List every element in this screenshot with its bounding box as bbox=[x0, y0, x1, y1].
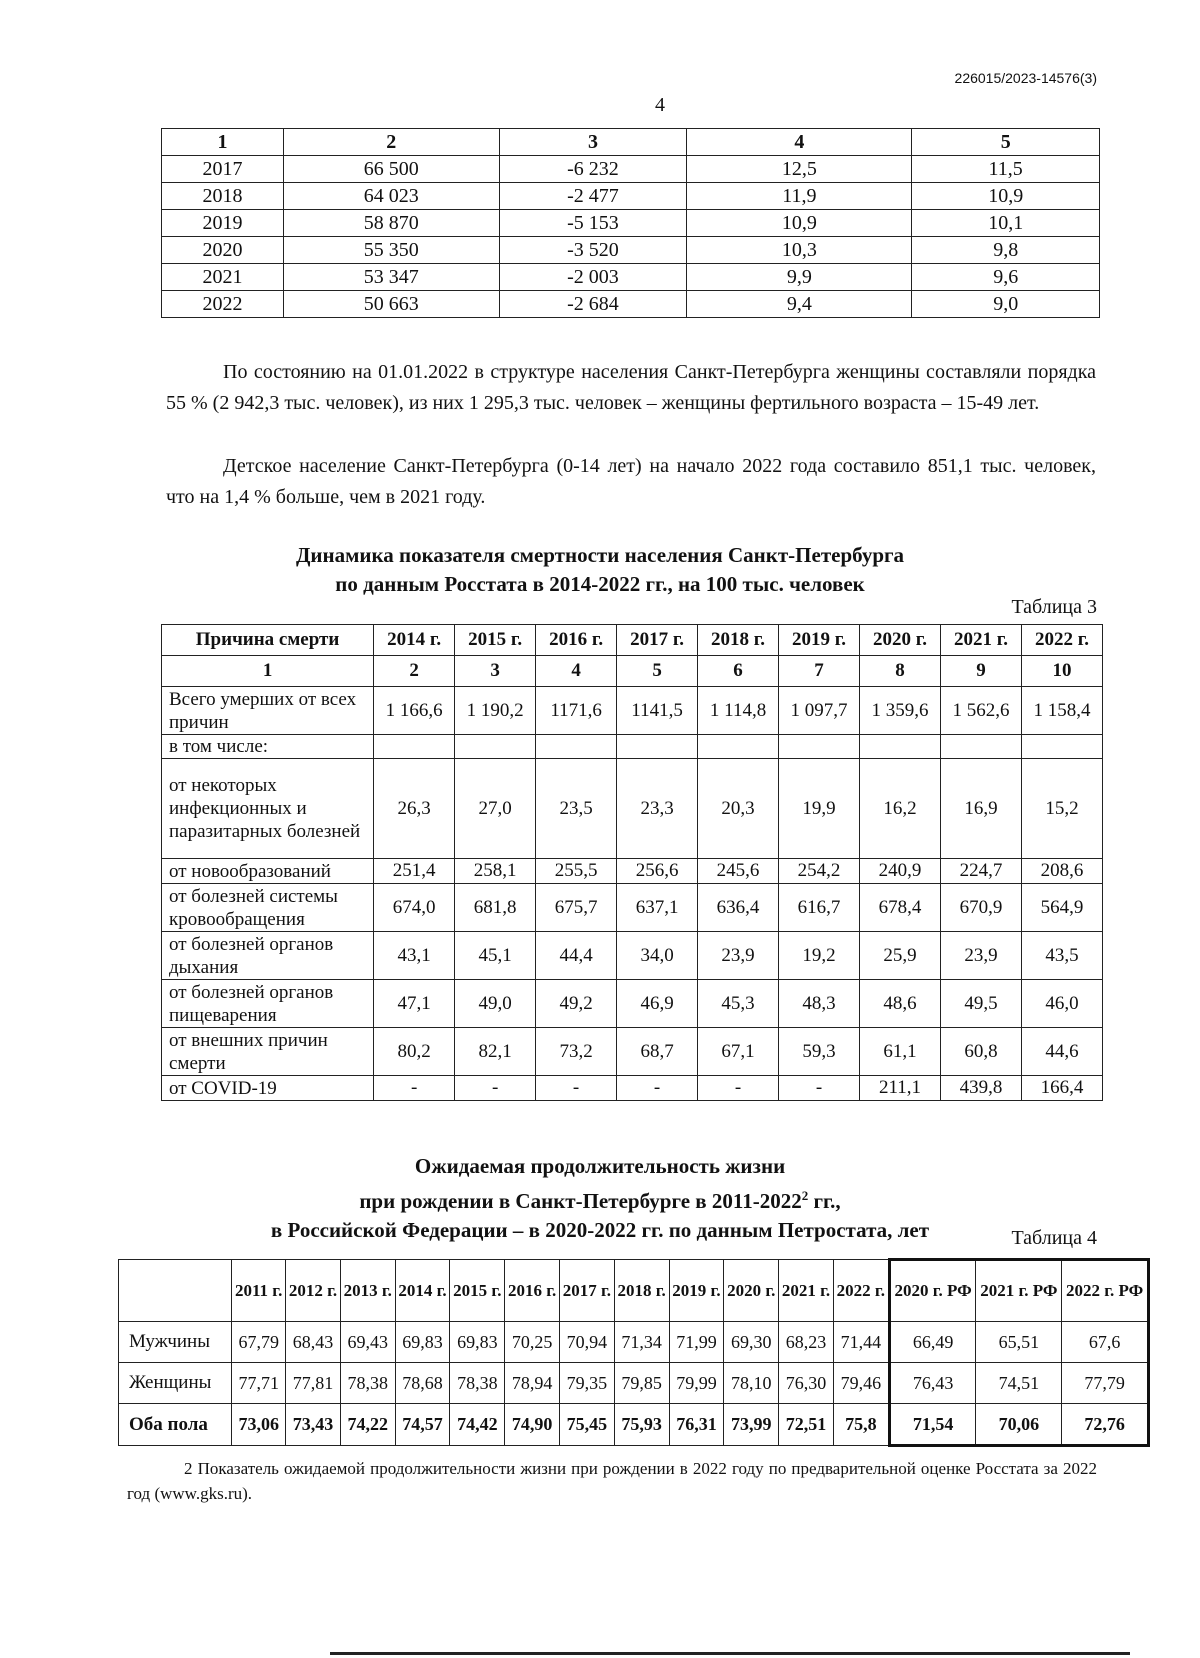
document-id: 226015/2023-14576(3) bbox=[954, 70, 1097, 86]
column-number: 6 bbox=[698, 656, 779, 687]
value-cell: 616,7 bbox=[779, 884, 860, 932]
value-cell: 211,1 bbox=[860, 1076, 941, 1101]
value-cell: 34,0 bbox=[617, 932, 698, 980]
table-cell: -5 153 bbox=[499, 210, 687, 237]
value-cell: 670,9 bbox=[941, 884, 1022, 932]
table-row bbox=[162, 291, 1100, 318]
value-cell: 16,2 bbox=[860, 759, 941, 859]
value-cell: 256,6 bbox=[617, 859, 698, 884]
value-cell bbox=[536, 735, 617, 759]
table-cell: 9,9 bbox=[687, 264, 912, 291]
table-cell: 10,3 bbox=[687, 237, 912, 264]
cause-cell: от некоторых инфекционных и паразитарных болезней bbox=[162, 759, 374, 859]
value-cell: 77,81 bbox=[286, 1363, 341, 1404]
value-cell: 255,5 bbox=[536, 859, 617, 884]
value-cell: 1 166,6 bbox=[374, 687, 455, 735]
value-cell bbox=[779, 735, 860, 759]
year-column-header: 2019 г. bbox=[779, 625, 860, 656]
value-cell: 73,2 bbox=[536, 1028, 617, 1076]
cause-cell: Всего умерших от всех причин bbox=[162, 687, 374, 735]
table-row bbox=[162, 1076, 1103, 1101]
value-cell: 71,34 bbox=[614, 1322, 669, 1363]
rf-year-column-header: 2022 г. РФ bbox=[1062, 1260, 1149, 1322]
year-column-header: 2020 г. bbox=[724, 1260, 779, 1322]
table-cell: -2 477 bbox=[499, 183, 687, 210]
value-cell: 23,5 bbox=[536, 759, 617, 859]
value-cell: 43,1 bbox=[374, 932, 455, 980]
value-cell: 46,0 bbox=[1022, 980, 1103, 1028]
value-cell: 75,45 bbox=[559, 1404, 614, 1446]
value-cell: 47,1 bbox=[374, 980, 455, 1028]
value-cell: 76,31 bbox=[669, 1404, 724, 1446]
table3-title-line: Динамика показателя смертности населения Санкт-Петербурга bbox=[295, 543, 905, 567]
year-column-header: 2016 г. bbox=[536, 625, 617, 656]
column-number: 2 bbox=[374, 656, 455, 687]
value-cell: 20,3 bbox=[698, 759, 779, 859]
value-cell bbox=[860, 735, 941, 759]
footnote: 2 Показатель ожидаемой продолжительности жизни при рождении в 2022 году по предварительной оценке Росстата за 2022 год (www.gks.ru). bbox=[127, 1459, 1097, 1503]
year-column-header: 2011 г. bbox=[232, 1260, 286, 1322]
value-cell: 45,3 bbox=[698, 980, 779, 1028]
value-cell: 678,4 bbox=[860, 884, 941, 932]
value-cell: 68,7 bbox=[617, 1028, 698, 1076]
mortality-table bbox=[161, 624, 1103, 1101]
value-cell: 79,85 bbox=[614, 1363, 669, 1404]
year-column-header: 2018 г. bbox=[698, 625, 779, 656]
life-expectancy-table bbox=[118, 1258, 1150, 1447]
value-cell: 67,6 bbox=[1062, 1322, 1149, 1363]
year-column-header: 2016 г. bbox=[505, 1260, 560, 1322]
value-cell bbox=[941, 735, 1022, 759]
value-cell: 240,9 bbox=[860, 859, 941, 884]
year-column-header: 2022 г. bbox=[1022, 625, 1103, 656]
year-column-header: 2013 г. bbox=[340, 1260, 395, 1322]
table-row bbox=[162, 210, 1100, 237]
value-cell: 74,90 bbox=[505, 1404, 560, 1446]
table-cell: 9,8 bbox=[912, 237, 1100, 264]
value-cell: 16,9 bbox=[941, 759, 1022, 859]
value-cell bbox=[455, 735, 536, 759]
cause-cell: от болезней органов дыхания bbox=[162, 932, 374, 980]
value-cell: 72,76 bbox=[1062, 1404, 1149, 1446]
rf-year-column-header: 2020 г. РФ bbox=[889, 1260, 976, 1322]
table-row bbox=[119, 1322, 1149, 1363]
table-row bbox=[162, 156, 1100, 183]
value-cell: 79,35 bbox=[559, 1363, 614, 1404]
value-cell bbox=[698, 735, 779, 759]
table-cell: 50 663 bbox=[283, 291, 499, 318]
table-cell: 55 350 bbox=[283, 237, 499, 264]
table-cell: 2020 bbox=[162, 237, 284, 264]
value-cell: 79,99 bbox=[669, 1363, 724, 1404]
value-cell: 61,1 bbox=[860, 1028, 941, 1076]
value-cell: 78,38 bbox=[340, 1363, 395, 1404]
value-cell: 80,2 bbox=[374, 1028, 455, 1076]
table-cell: 12,5 bbox=[687, 156, 912, 183]
row-label: Мужчины bbox=[119, 1322, 232, 1363]
value-cell: 45,1 bbox=[455, 932, 536, 980]
value-cell: - bbox=[617, 1076, 698, 1101]
year-column-header: 2015 г. bbox=[455, 625, 536, 656]
value-cell: 67,79 bbox=[232, 1322, 286, 1363]
footnote-marker: 2 bbox=[801, 1188, 809, 1203]
column-number: 7 bbox=[779, 656, 860, 687]
value-cell: 78,94 bbox=[505, 1363, 560, 1404]
table-cell: -3 520 bbox=[499, 237, 687, 264]
year-column-header: 2012 г. bbox=[286, 1260, 341, 1322]
value-cell: - bbox=[536, 1076, 617, 1101]
value-cell: 68,43 bbox=[286, 1322, 341, 1363]
table4-label: Таблица 4 bbox=[1011, 1227, 1097, 1249]
value-cell: 73,06 bbox=[232, 1404, 286, 1446]
column-number-row bbox=[162, 656, 1103, 687]
value-cell: 78,38 bbox=[450, 1363, 505, 1404]
value-cell: 1141,5 bbox=[617, 687, 698, 735]
value-cell: 1 359,6 bbox=[860, 687, 941, 735]
table-cell: 9,0 bbox=[912, 291, 1100, 318]
table-row bbox=[162, 687, 1103, 735]
value-cell: 674,0 bbox=[374, 884, 455, 932]
value-cell: 258,1 bbox=[455, 859, 536, 884]
value-cell bbox=[617, 735, 698, 759]
page-number: 4 bbox=[655, 94, 665, 116]
value-cell: 564,9 bbox=[1022, 884, 1103, 932]
value-cell: 74,57 bbox=[395, 1404, 450, 1446]
value-cell: 23,9 bbox=[698, 932, 779, 980]
value-cell: 48,3 bbox=[779, 980, 860, 1028]
cause-cell: от болезней органов пищеварения bbox=[162, 980, 374, 1028]
value-cell: 69,83 bbox=[450, 1322, 505, 1363]
row-label: Женщины bbox=[119, 1363, 232, 1404]
value-cell: 76,30 bbox=[779, 1363, 834, 1404]
value-cell: 66,49 bbox=[889, 1322, 976, 1363]
table-row bbox=[162, 932, 1103, 980]
column-number: 4 bbox=[536, 656, 617, 687]
value-cell: 74,42 bbox=[450, 1404, 505, 1446]
value-cell: 65,51 bbox=[976, 1322, 1062, 1363]
value-cell: 166,4 bbox=[1022, 1076, 1103, 1101]
value-cell: 19,2 bbox=[779, 932, 860, 980]
table4-title-line bbox=[0, 1181, 1200, 1216]
value-cell: 254,2 bbox=[779, 859, 860, 884]
table-cell: 11,5 bbox=[912, 156, 1100, 183]
row-label-header bbox=[119, 1260, 232, 1322]
year-column-header: 2017 г. bbox=[617, 625, 698, 656]
table-cell: 2017 bbox=[162, 156, 284, 183]
value-cell: 1171,6 bbox=[536, 687, 617, 735]
table-cell: 2022 bbox=[162, 291, 284, 318]
paragraph-women-structure: По состоянию на 01.01.2022 в структуре населения Санкт-Петербурга женщины составляли порядка 55 % (2 942,3 тыс. человек), из них 1 295,3 тыс. человек – женщины фертильного возраста – 15-49 лет. bbox=[166, 361, 1096, 414]
year-column-header: 2015 г. bbox=[450, 1260, 505, 1322]
page-bottom-rule bbox=[330, 1652, 1130, 1655]
value-cell: - bbox=[698, 1076, 779, 1101]
cause-cell: от внешних причин смерти bbox=[162, 1028, 374, 1076]
value-cell: 72,51 bbox=[779, 1404, 834, 1446]
value-cell: 74,51 bbox=[976, 1363, 1062, 1404]
table-row bbox=[162, 735, 1103, 759]
table-row bbox=[119, 1404, 1149, 1446]
row-label: Оба пола bbox=[119, 1404, 232, 1446]
value-cell: 77,79 bbox=[1062, 1363, 1149, 1404]
year-column-header: 2017 г. bbox=[559, 1260, 614, 1322]
year-column-header: 2021 г. bbox=[941, 625, 1022, 656]
table-cell: 9,6 bbox=[912, 264, 1100, 291]
year-column-header: 2022 г. bbox=[833, 1260, 889, 1322]
value-cell: 74,22 bbox=[340, 1404, 395, 1446]
table-cell: 58 870 bbox=[283, 210, 499, 237]
year-column-header: 2019 г. bbox=[669, 1260, 724, 1322]
table-cell: 2019 bbox=[162, 210, 284, 237]
value-cell: 69,43 bbox=[340, 1322, 395, 1363]
cause-cell: от болезней системы кровообращения bbox=[162, 884, 374, 932]
year-column-header: 2014 г. bbox=[395, 1260, 450, 1322]
value-cell: 76,43 bbox=[889, 1363, 976, 1404]
value-cell: 1 190,2 bbox=[455, 687, 536, 735]
table-row bbox=[162, 859, 1103, 884]
value-cell: 67,1 bbox=[698, 1028, 779, 1076]
value-cell: 69,83 bbox=[395, 1322, 450, 1363]
value-cell: 23,9 bbox=[941, 932, 1022, 980]
value-cell: 69,30 bbox=[724, 1322, 779, 1363]
value-cell: 439,8 bbox=[941, 1076, 1022, 1101]
table-cell: 64 023 bbox=[283, 183, 499, 210]
table-row bbox=[162, 980, 1103, 1028]
column-number: 5 bbox=[912, 129, 1100, 156]
table-row bbox=[119, 1363, 1149, 1404]
cause-cell: от COVID-19 bbox=[162, 1076, 374, 1101]
value-cell: 49,5 bbox=[941, 980, 1022, 1028]
value-cell: - bbox=[374, 1076, 455, 1101]
table-header-row bbox=[162, 129, 1100, 156]
table-row bbox=[162, 264, 1100, 291]
value-cell: 68,23 bbox=[779, 1322, 834, 1363]
rf-year-column-header: 2021 г. РФ bbox=[976, 1260, 1062, 1322]
cause-cell: от новообразований bbox=[162, 859, 374, 884]
value-cell: 636,4 bbox=[698, 884, 779, 932]
value-cell: 78,68 bbox=[395, 1363, 450, 1404]
table-cell: 2021 bbox=[162, 264, 284, 291]
value-cell: 44,6 bbox=[1022, 1028, 1103, 1076]
table-row bbox=[162, 759, 1103, 859]
table-cell: 2018 bbox=[162, 183, 284, 210]
year-column-header: 2014 г. bbox=[374, 625, 455, 656]
value-cell: 1 114,8 bbox=[698, 687, 779, 735]
table-cell: 53 347 bbox=[283, 264, 499, 291]
value-cell: 26,3 bbox=[374, 759, 455, 859]
table-cell: 10,9 bbox=[912, 183, 1100, 210]
value-cell: 77,71 bbox=[232, 1363, 286, 1404]
value-cell: 44,4 bbox=[536, 932, 617, 980]
table3-label: Таблица 3 bbox=[1011, 596, 1097, 618]
value-cell: 25,9 bbox=[860, 932, 941, 980]
value-cell: 1 097,7 bbox=[779, 687, 860, 735]
value-cell: 43,5 bbox=[1022, 932, 1103, 980]
paragraph-child-population: Детское население Санкт-Петербурга (0-14 лет) на начало 2022 года составило 851,1 тыс. человек, что на 1,4 % больше, чем в 2021 году. bbox=[166, 455, 1096, 508]
value-cell: 82,1 bbox=[455, 1028, 536, 1076]
value-cell: 19,9 bbox=[779, 759, 860, 859]
value-cell: 224,7 bbox=[941, 859, 1022, 884]
table-row bbox=[162, 1028, 1103, 1076]
value-cell: 49,0 bbox=[455, 980, 536, 1028]
value-cell: 79,46 bbox=[833, 1363, 889, 1404]
table-header-row bbox=[162, 625, 1103, 656]
value-cell: 75,8 bbox=[833, 1404, 889, 1446]
value-cell: 49,2 bbox=[536, 980, 617, 1028]
value-cell: 675,7 bbox=[536, 884, 617, 932]
cause-column-header: Причина смерти bbox=[162, 625, 374, 656]
value-cell: 681,8 bbox=[455, 884, 536, 932]
column-number: 1 bbox=[162, 129, 284, 156]
value-cell: 48,6 bbox=[860, 980, 941, 1028]
value-cell bbox=[374, 735, 455, 759]
table-row bbox=[162, 183, 1100, 210]
value-cell: - bbox=[455, 1076, 536, 1101]
column-number: 3 bbox=[455, 656, 536, 687]
table-row bbox=[162, 884, 1103, 932]
value-cell: 1 158,4 bbox=[1022, 687, 1103, 735]
value-cell: 23,3 bbox=[617, 759, 698, 859]
table-cell: 10,9 bbox=[687, 210, 912, 237]
value-cell: 27,0 bbox=[455, 759, 536, 859]
table3-title-line: по данным Росстата в 2014-2022 гг., на 100 тыс. человек bbox=[335, 572, 865, 596]
value-cell: 70,94 bbox=[559, 1322, 614, 1363]
title-text: при рождении в Санкт-Петербурге в 2011-2022 bbox=[359, 1189, 802, 1213]
value-cell: 1 562,6 bbox=[941, 687, 1022, 735]
table3-title bbox=[0, 541, 1200, 599]
table-cell: -2 684 bbox=[499, 291, 687, 318]
year-column-header: 2021 г. bbox=[779, 1260, 834, 1322]
column-number: 9 bbox=[941, 656, 1022, 687]
value-cell: 251,4 bbox=[374, 859, 455, 884]
value-cell: 15,2 bbox=[1022, 759, 1103, 859]
value-cell: 73,99 bbox=[724, 1404, 779, 1446]
table-cell: 9,4 bbox=[687, 291, 912, 318]
table-row bbox=[162, 237, 1100, 264]
year-column-header: 2018 г. bbox=[614, 1260, 669, 1322]
table-cell: 10,1 bbox=[912, 210, 1100, 237]
column-number: 3 bbox=[499, 129, 687, 156]
table-cell: 11,9 bbox=[687, 183, 912, 210]
value-cell: 59,3 bbox=[779, 1028, 860, 1076]
value-cell: 70,06 bbox=[976, 1404, 1062, 1446]
column-number: 8 bbox=[860, 656, 941, 687]
table-header-row bbox=[119, 1260, 1149, 1322]
table-cell: -6 232 bbox=[499, 156, 687, 183]
column-number: 4 bbox=[687, 129, 912, 156]
value-cell bbox=[1022, 735, 1103, 759]
value-cell: 75,93 bbox=[614, 1404, 669, 1446]
value-cell: 73,43 bbox=[286, 1404, 341, 1446]
value-cell: 208,6 bbox=[1022, 859, 1103, 884]
cause-cell: в том числе: bbox=[162, 735, 374, 759]
value-cell: 46,9 bbox=[617, 980, 698, 1028]
value-cell: 71,54 bbox=[889, 1404, 976, 1446]
value-cell: 71,99 bbox=[669, 1322, 724, 1363]
table-cell: -2 003 bbox=[499, 264, 687, 291]
table4-title-line: в Российской Федерации – в 2020-2022 гг. по данным Петростата, лет bbox=[270, 1218, 930, 1242]
value-cell: 71,44 bbox=[833, 1322, 889, 1363]
table-cell: 66 500 bbox=[283, 156, 499, 183]
column-number: 10 bbox=[1022, 656, 1103, 687]
value-cell: 70,25 bbox=[505, 1322, 560, 1363]
title-text: гг., bbox=[808, 1189, 841, 1213]
column-number: 1 bbox=[162, 656, 374, 687]
value-cell: 245,6 bbox=[698, 859, 779, 884]
value-cell: - bbox=[779, 1076, 860, 1101]
table4-title-line: Ожидаемая продолжительность жизни bbox=[414, 1154, 786, 1178]
column-number: 2 bbox=[283, 129, 499, 156]
value-cell: 637,1 bbox=[617, 884, 698, 932]
year-column-header: 2020 г. bbox=[860, 625, 941, 656]
value-cell: 60,8 bbox=[941, 1028, 1022, 1076]
column-number: 5 bbox=[617, 656, 698, 687]
value-cell: 78,10 bbox=[724, 1363, 779, 1404]
birth-stats-table bbox=[161, 128, 1100, 318]
